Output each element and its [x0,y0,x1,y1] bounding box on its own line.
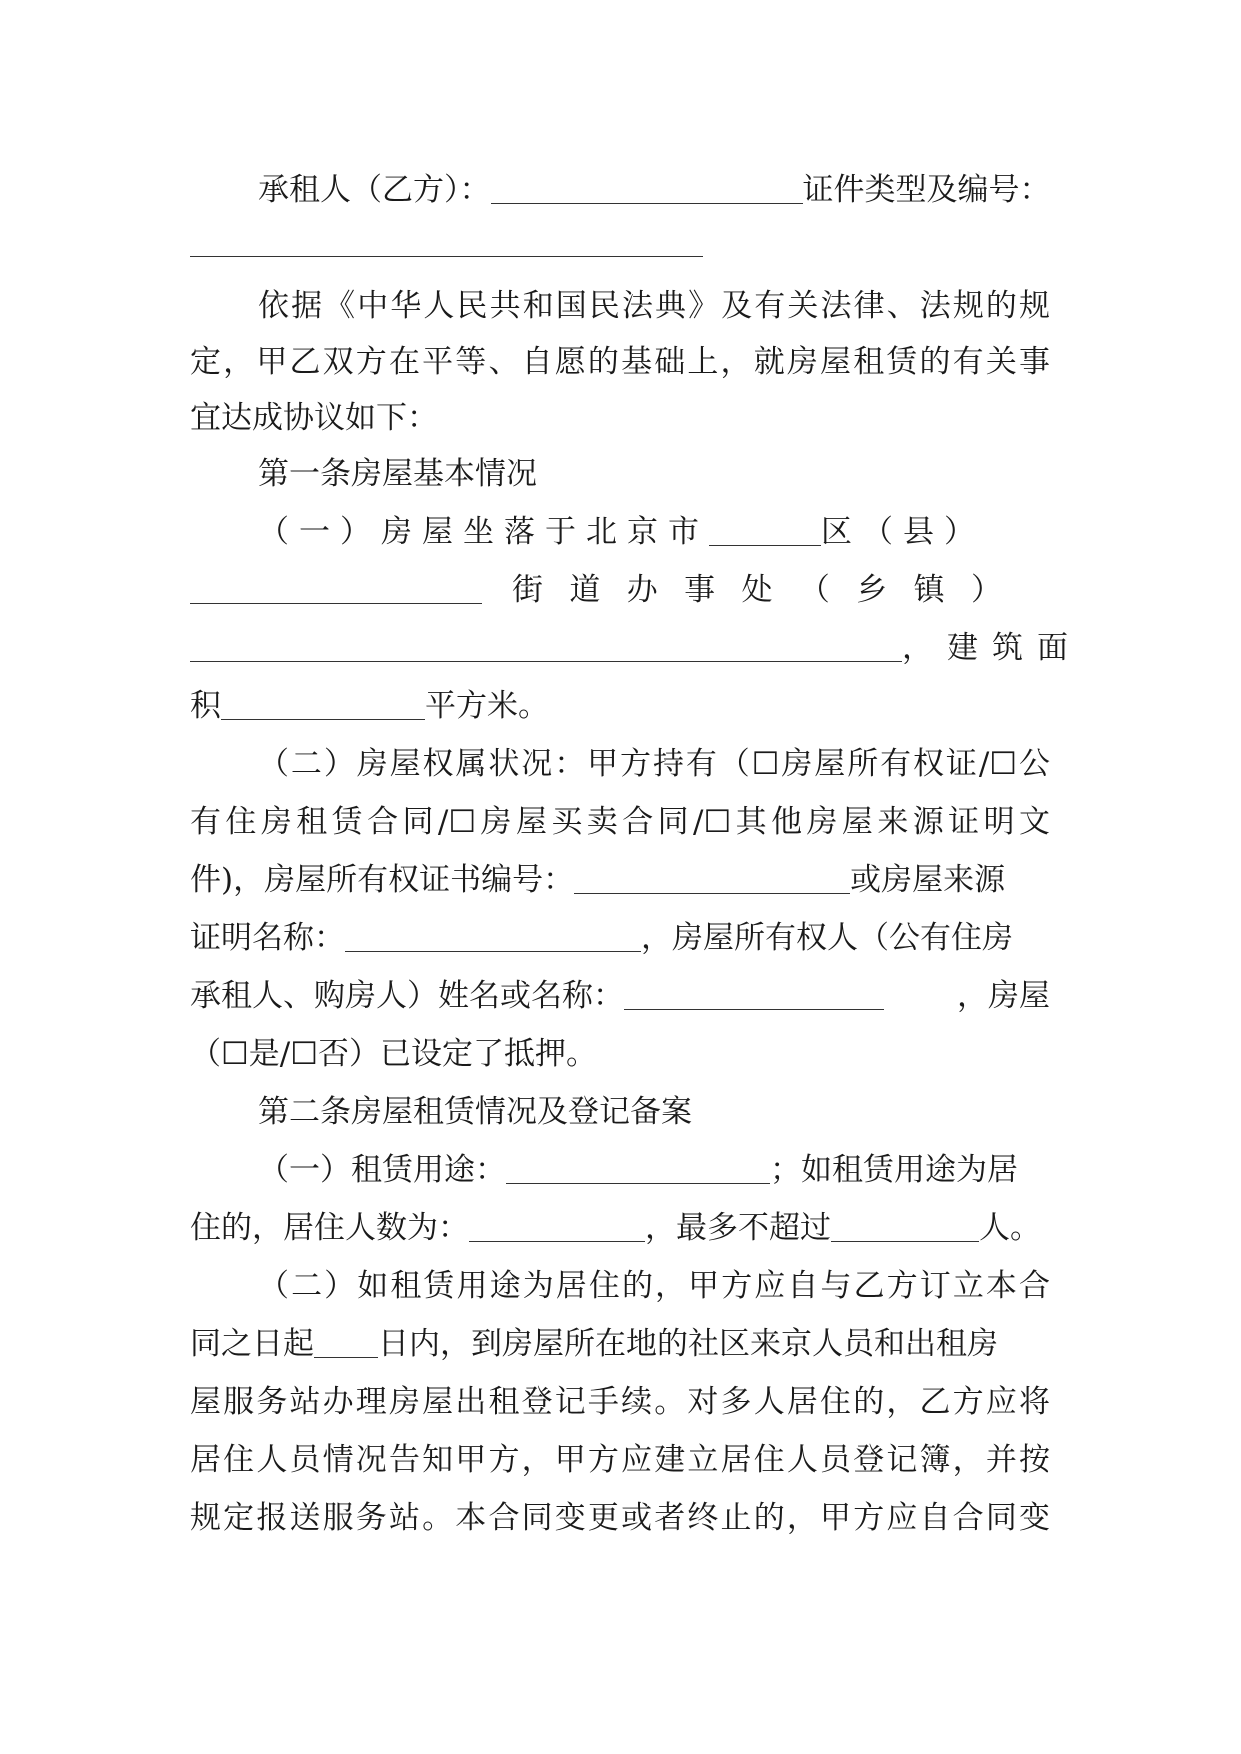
area-blank [221,691,425,720]
text-line [190,168,1050,212]
tenant-name-blank [491,175,803,204]
text-line: 规定报送服务站。本合同变更或者终止的，甲方应自合同变 [190,1500,1050,1536]
registration-text: 日内，到房屋所在地的社区来京人员和出租房 [378,1326,998,1362]
house-label: ，房屋 [957,978,1050,1014]
text-line: 屋服务站办理房屋出租登记手续。对多人居住的，乙方应将 [190,1384,1050,1420]
district-blank [709,517,821,546]
article-heading: 第一条房屋基本情况 [258,456,537,492]
id-number-blank [190,256,703,257]
text-line: （二）房屋权属状况：甲方持有（☐房屋所有权证/☐公 [258,746,1050,782]
proof-name-label: 证明名称： [190,920,345,956]
purpose-blank [506,1155,770,1184]
text-line [190,510,1050,554]
purpose-suffix: ；如租赁用途为居 [770,1152,1018,1188]
text-line: 居住人员情况告知甲方，甲方应建立居住人员登记簿，并按 [190,1442,1050,1478]
text-line: （☐是/☐否）已设定了抵押。 [190,1036,598,1072]
text-line [190,1322,1050,1366]
occupants-label: 住的，居住人数为： [190,1210,469,1246]
text-line [190,916,1050,960]
text-line: 定，甲乙双方在平等、自愿的基础上，就房屋租赁的有关事 [190,344,1050,380]
text-line [190,1206,1050,1250]
days-blank [314,1329,378,1358]
street-blank [190,575,482,604]
district-suffix: 区（县） [821,514,985,550]
text-line: 依据《中华人民共和国民法典》及有关法律、法规的规 [258,288,1050,324]
tenant-label: 承租人（乙方）： [258,172,491,208]
text-line [190,974,1050,1018]
area-unit: 平方米。 [425,688,549,724]
text-line: 有住房租赁合同/☐房屋买卖合同/☐其他房屋来源证明文 [190,804,1050,840]
person-unit: 人。 [979,1210,1041,1246]
proof-name-blank [345,923,641,952]
id-type-label: 证件类型及编号： [802,172,1051,208]
certificate-number-label: 件)，房屋所有权证书编号： [190,862,575,898]
text-line: （二）如租赁用途为居住的，甲方应自与乙方订立本合 [258,1268,1050,1304]
days-label: 同之日起 [190,1326,314,1362]
owner-name-blank [624,981,884,1010]
max-label: ，最多不超过 [645,1210,831,1246]
text-line [190,858,1050,902]
area-label: ，建筑面 [902,630,1082,666]
text-line [190,626,1082,670]
text-line: 宜达成协议如下： [190,400,438,436]
text-line [190,1148,1050,1192]
article-heading: 第二条房屋租赁情况及登记备案 [258,1094,692,1130]
area-prefix: 积 [190,688,221,724]
owner-label: ，房屋所有权人（公有住房 [641,920,1013,956]
purpose-label: （一）租赁用途： [258,1152,506,1188]
certificate-number-blank [574,865,850,894]
owner-name-label: 承租人、购房人）姓名或名称： [190,978,624,1014]
occupants-blank [469,1213,645,1242]
text-line [190,568,1050,612]
max-blank [831,1213,979,1242]
address-blank [190,633,902,662]
source-label: 或房屋来源 [850,862,1006,898]
text-line [190,684,1050,728]
location-label: （一）房屋坐落于北京市 [258,514,709,550]
street-office-label: 街道办事处（乡镇） [512,572,1028,608]
